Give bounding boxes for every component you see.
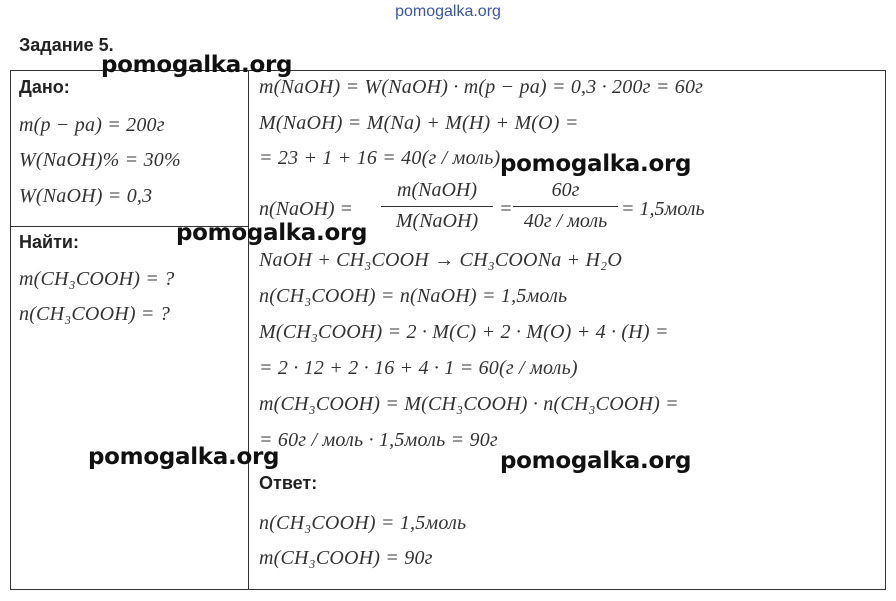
solution-line: m(NaOH) = W(NaOH) · m(p − pa) = 0,3 · 200г = 60г: [259, 76, 704, 98]
solution-line: m(CH₃COOH) = M(CH₃COOH) · n(CH₃COOH) =: [259, 393, 679, 415]
reaction-equation: NaOH + CH₃COOH → CH₃COONa + H₂O: [259, 249, 622, 271]
watermark: pomogalka.org: [101, 52, 293, 78]
solution-line: = 23 + 1 + 16 = 40(г / моль): [259, 147, 501, 169]
solution-line: = 2 · 12 + 2 · 16 + 4 · 1 = 60(г / моль): [259, 357, 578, 379]
answer-line: n(CH₃COOH) = 1,5моль: [259, 512, 467, 534]
fraction-denominator: 40г / моль: [523, 210, 608, 232]
given-line: m(p − pa) = 200г: [19, 114, 165, 136]
task-title: Задание 5.: [19, 35, 114, 55]
fraction-denominator: M(NaOH): [395, 210, 479, 232]
given-line: W(NaOH) = 0,3: [19, 185, 153, 207]
column-divider: [248, 71, 249, 589]
watermark: pomogalka.org: [500, 448, 692, 474]
answer-line: m(CH₃COOH) = 90г: [259, 547, 433, 569]
find-label: Найти:: [19, 232, 79, 252]
fraction-lhs: n(NaOH) =: [259, 198, 354, 220]
find-line: m(CH₃COOH) = ?: [19, 268, 175, 290]
site-url-header: pomogalka.org: [395, 3, 501, 20]
solution-line: M(CH₃COOH) = 2 · M(C) + 2 · M(O) + 4 · (H) =: [259, 321, 669, 343]
fraction-bar: [513, 206, 618, 207]
given-line: W(NaOH)% = 30%: [19, 149, 181, 171]
fraction-bar: [381, 206, 493, 207]
watermark: pomogalka.org: [88, 444, 280, 470]
answer-label: Ответ:: [259, 473, 318, 493]
solution-line: = 60г / моль · 1,5моль = 90г: [259, 429, 498, 451]
equals-sign: =: [499, 198, 513, 220]
solution-table: [10, 70, 886, 590]
watermark: pomogalka.org: [500, 151, 692, 177]
find-line: n(CH₃COOH) = ?: [19, 303, 171, 325]
watermark: pomogalka.org: [176, 220, 368, 246]
solution-line: M(NaOH) = M(Na) + M(H) + M(O) =: [259, 112, 579, 134]
solution-line: n(CH₃COOH) = n(NaOH) = 1,5моль: [259, 285, 568, 307]
fraction-numerator: 60г: [551, 179, 580, 201]
fraction-numerator: m(NaOH): [397, 179, 477, 201]
fraction-result: = 1,5моль: [621, 198, 705, 220]
given-label: Дано:: [19, 77, 70, 97]
